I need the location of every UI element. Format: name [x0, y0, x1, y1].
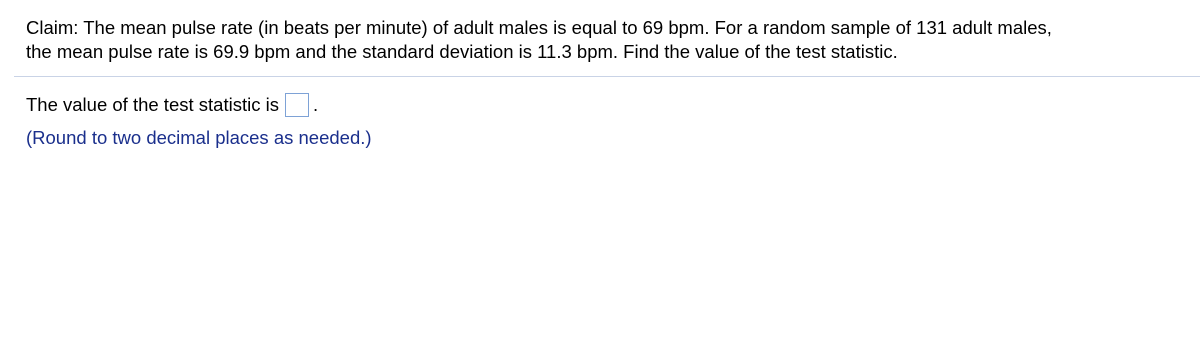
section-divider: [14, 76, 1200, 77]
question-line-1: Claim: The mean pulse rate (in beats per minute) of adult males is equal to 69 bpm. For a random sample of 131 adult males,: [26, 17, 1052, 38]
rounding-hint: (Round to two decimal places as needed.): [26, 127, 372, 148]
question-text: [26, 16, 1196, 64]
answer-prompt: The value of the test statistic is: [26, 94, 279, 115]
question-line-2: the mean pulse rate is 69.9 bpm and the standard deviation is 11.3 bpm. Find the value of the test statistic.: [26, 41, 898, 62]
test-statistic-input[interactable]: [285, 93, 309, 117]
answer-suffix: .: [312, 94, 319, 115]
answer-row: [26, 92, 318, 118]
